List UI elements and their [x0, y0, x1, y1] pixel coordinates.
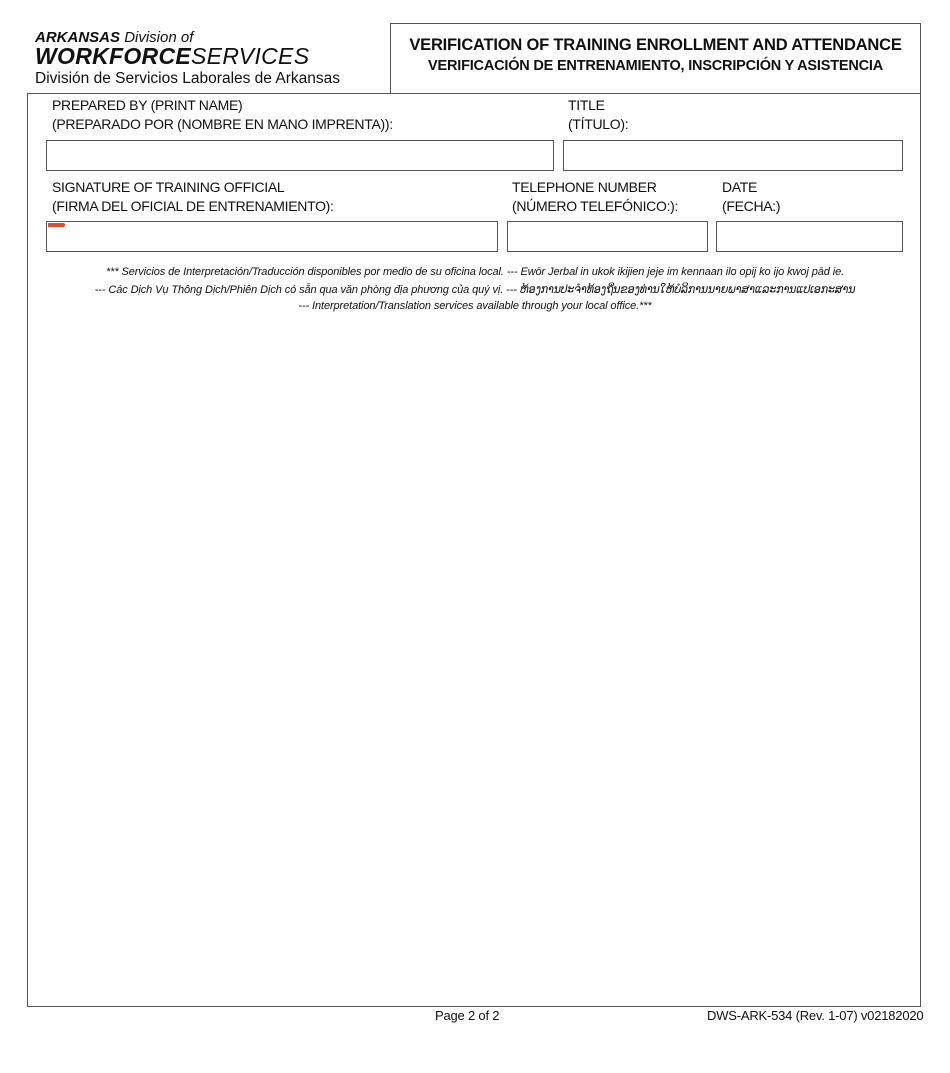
- form-title-english: VERIFICATION OF TRAINING ENROLLMENT AND ATTENDANCE: [409, 36, 902, 54]
- logo-services: SERVICES: [191, 43, 310, 69]
- form-title-spanish: VERIFICACIÓN DE ENTRENAMIENTO, INSCRIPCIÓN Y ASISTENCIA: [428, 58, 883, 74]
- telephone-input[interactable]: [507, 221, 708, 252]
- telephone-label-es: (NÚMERO TELEFÓNICO:):: [512, 198, 679, 214]
- logo-line-workforce: [35, 45, 380, 67]
- logo-spanish-name: División de Servicios Laborales de Arkansas: [35, 70, 340, 87]
- interpretation-notice-line-1: *** Servicios de Interpretación/Traducción disponibles por medio de su oficina local. --- Ewōr Jerbal in ukok ikijien jeje im kennaan ilo opij ko ijo kwoj pād ie.: [105, 266, 845, 278]
- required-field-flag-icon: [48, 223, 65, 227]
- agency-logo: [35, 30, 380, 89]
- title-label: [568, 96, 628, 134]
- title-input[interactable]: [563, 140, 903, 171]
- date-input[interactable]: [716, 221, 903, 252]
- logo-workforce: WORKFORCE: [35, 43, 192, 69]
- signature-label: [52, 178, 334, 216]
- title-label-en: TITLE: [568, 97, 605, 113]
- signature-label-en: SIGNATURE OF TRAINING OFFICIAL: [52, 179, 285, 195]
- logo-division-of: Division of: [124, 29, 194, 46]
- interpretation-notice-line-2: --- Các Dịch Vụ Thông Dịch/Phiên Dịch có sẵn qua văn phòng địa phương của quý vị. --- ຫ້ອງການປະຈຳທ້ອງຖິ່ນຂອງທ່ານໃຫ້ບໍລິການນາຍພາສາແລະການແປເອກະສານ: [94, 284, 856, 296]
- date-label-es: (FECHA:): [722, 198, 781, 214]
- telephone-label: [512, 178, 678, 216]
- page-number: Page 2 of 2: [435, 1008, 500, 1023]
- date-label: [722, 178, 780, 216]
- form-number: DWS-ARK-534 (Rev. 1-07) v02182020: [707, 1008, 924, 1023]
- telephone-label-en: TELEPHONE NUMBER: [512, 179, 657, 195]
- prepared-by-label: [52, 96, 393, 134]
- prepared-by-label-en: PREPARED BY (PRINT NAME): [52, 97, 243, 113]
- date-label-en: DATE: [722, 179, 758, 195]
- signature-input[interactable]: [46, 221, 498, 252]
- logo-state: ARKANSAS: [35, 29, 121, 46]
- prepared-by-label-es: (PREPARADO POR (NOMBRE EN MANO IMPRENTA)):: [52, 116, 393, 132]
- prepared-by-input[interactable]: [46, 140, 554, 171]
- signature-label-es: (FIRMA DEL OFICIAL DE ENTRENAMIENTO):: [52, 198, 334, 214]
- form-title-box: [390, 23, 921, 93]
- title-label-es: (TÍTULO):: [568, 116, 629, 132]
- interpretation-notice-line-3: --- Interpretation/Translation services available through your local office.***: [298, 300, 652, 312]
